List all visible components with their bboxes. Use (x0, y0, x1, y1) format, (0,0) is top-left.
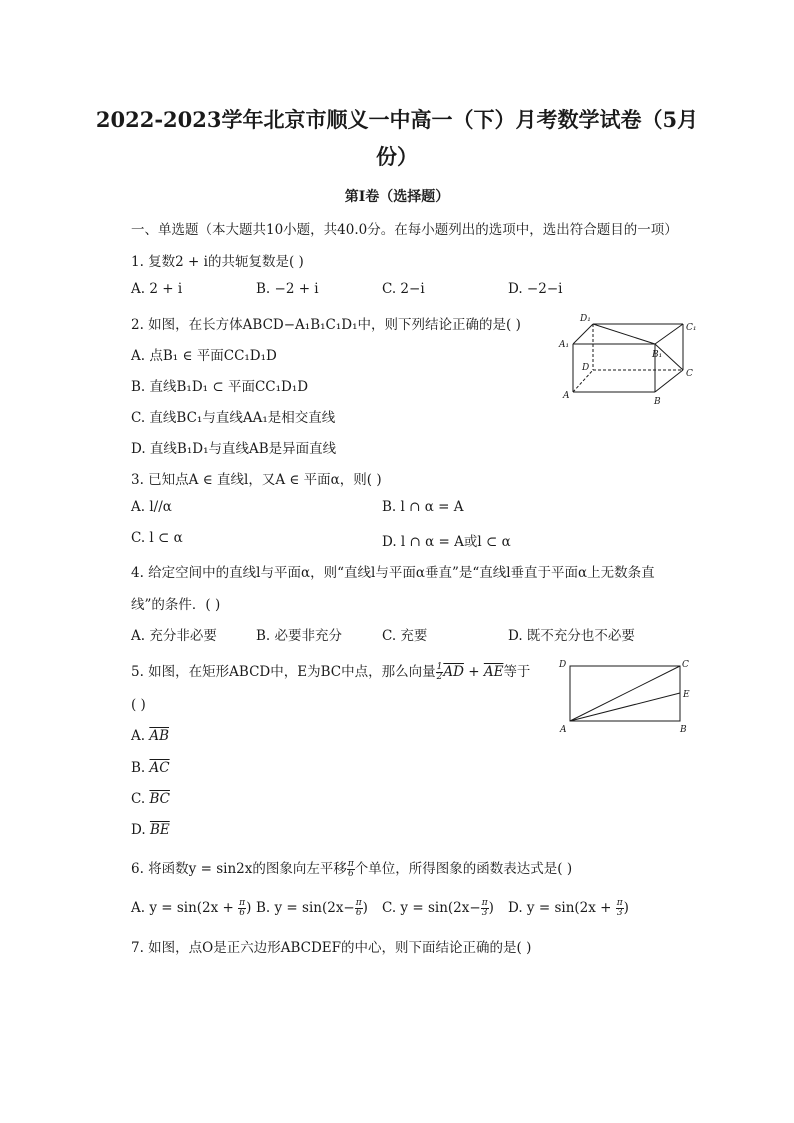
q3-option-b: B. l ∩ α = A (382, 499, 464, 515)
q6-d-expr: D. y = sin(2x + (508, 900, 616, 916)
q2-stem: 2. 如图，在长方体ABCD−A₁B₁C₁D₁中，则下列结论正确的是( ) (131, 317, 521, 333)
q6-b-expr: B. y = sin(2x− (256, 900, 355, 916)
q5-option-a (131, 728, 169, 744)
q6-stem-post: 个单位，所得图象的函数表达式是( ) (354, 861, 573, 877)
close-paren: ) (246, 900, 252, 916)
fraction-pi-6 (347, 860, 355, 879)
q6-option-d (508, 899, 629, 918)
q5-d-prefix: D. (131, 822, 150, 838)
fraction-pi-3 (481, 899, 489, 918)
label-d1: D₁ (580, 314, 591, 324)
part-heading: 第I卷（选择题） (344, 189, 450, 205)
q5-stem (131, 660, 530, 682)
q5-b-prefix: B. (131, 760, 150, 776)
q5-option-c (131, 791, 170, 807)
label-a: A (560, 725, 567, 735)
label-c1: C₁ (686, 323, 697, 333)
q4-stem-line-1: 4. 给定空间中的直线l与平面α，则“直线l与平面α垂直”是“直线l垂直于平面α上无数条直 (131, 565, 655, 581)
q3-option-d: D. l ∩ α = A或l ⊂ α (382, 534, 511, 550)
label-d: D (559, 660, 567, 670)
fraction-num: π (481, 898, 488, 908)
fraction-pi-6 (355, 899, 363, 918)
section-heading: 一、单选题（本大题共10小题，共40.0分。在每小题列出的选项中，选出符合题目的一项） (131, 222, 678, 238)
close-paren: ) (362, 900, 368, 916)
label-a1: A₁ (559, 340, 570, 350)
fraction-den: 6 (239, 908, 245, 918)
q6-option-c (382, 899, 494, 918)
vector-be: $\overline{BE}$ (149, 822, 170, 838)
q4-option-c: C. 充要 (382, 628, 428, 644)
label-a: A (563, 391, 570, 401)
label-c: C (682, 660, 689, 670)
q5-stem-post: 等于 (503, 664, 531, 680)
q6-option-b (256, 899, 368, 918)
q1-option-a: A. 2 + i (131, 281, 183, 297)
fraction-pi-6 (238, 899, 246, 918)
cuboid-figure (555, 312, 700, 407)
vector-bc: $\overline{BC}$ (149, 791, 170, 807)
plus-sign: + (463, 664, 484, 680)
q4-option-a: A. 充分非必要 (131, 628, 217, 644)
label-b1: B₁ (652, 350, 663, 360)
q2-option-c: C. 直线BC₁与直线AA₁是相交直线 (131, 410, 336, 426)
q1-option-d: D. −2−i (508, 281, 563, 297)
rectangle-figure (555, 655, 700, 737)
q5-c-prefix: C. (131, 791, 150, 807)
q5-paren: ( ) (131, 697, 146, 713)
close-paren: ) (488, 900, 494, 916)
label-b: B (654, 397, 661, 407)
vector-ae: $\overline{AE}$ (483, 664, 504, 680)
q5-option-d (131, 822, 170, 838)
q4-stem-line-2: 线”的条件．( ) (131, 597, 221, 613)
q5-stem-pre: 5. 如图，在矩形ABCD中，E为BC中点，那么向量 (131, 664, 436, 680)
q4-option-b: B. 必要非充分 (256, 628, 343, 644)
q3-stem: 3. 已知点A ∈ 直线l，又A ∈ 平面α，则( ) (131, 472, 382, 488)
label-b: B (680, 725, 687, 735)
fraction-pi-3 (616, 899, 624, 918)
q5-option-b (131, 760, 170, 776)
fraction-num: π (347, 859, 354, 869)
vector-ad: $\overline{AD}$ (443, 664, 464, 680)
fraction-den: 2 (436, 672, 443, 682)
q1-stem: 1. 复数2 + i的共轭复数是( ) (131, 254, 304, 270)
q1-option-c: C. 2−i (382, 281, 425, 297)
fraction-den: 6 (347, 869, 354, 879)
fraction-den: 3 (481, 908, 488, 918)
close-paren: ) (623, 900, 629, 916)
title-line-2: 份） (376, 144, 418, 169)
fraction-den: 3 (616, 908, 623, 918)
vector-ac: $\overline{AC}$ (149, 760, 170, 776)
fraction-num: π (616, 898, 623, 908)
q4-option-d: D. 既不充分也不必要 (508, 628, 635, 644)
q6-stem (131, 857, 572, 879)
q2-option-d: D. 直线B₁D₁与直线AB是异面直线 (131, 441, 337, 457)
fraction-num: π (239, 898, 246, 908)
q2-option-a: A. 点B₁ ∈ 平面CC₁D₁D (131, 348, 277, 364)
q2-option-b: B. 直线B₁D₁ ⊂ 平面CC₁D₁D (131, 379, 309, 395)
q3-option-c: C. l ⊂ α (131, 530, 183, 546)
label-e: E (683, 690, 690, 700)
q1-option-b: B. −2 + i (256, 281, 319, 297)
q6-c-expr: C. y = sin(2x− (382, 900, 481, 916)
fraction-num: 1 (436, 662, 443, 672)
q5-a-prefix: A. (131, 728, 150, 744)
label-d: D (582, 363, 590, 373)
vector-ab: $\overline{AB}$ (149, 728, 170, 744)
q6-a-expr: A. y = sin(2x + (131, 900, 239, 916)
q7-stem: 7. 如图，点O是正六边形ABCDEF的中心，则下面结论正确的是( ) (131, 940, 532, 956)
q6-stem-pre: 6. 将函数y = sin2x的图象向左平移 (131, 861, 347, 877)
fraction-num: π (355, 898, 362, 908)
q3-option-a: A. l//α (131, 499, 172, 515)
title-line-1: 2022-2023学年北京市顺义一中高一（下）月考数学试卷（5月 (95, 107, 699, 132)
label-c: C (686, 369, 693, 379)
fraction-den: 6 (355, 908, 362, 918)
q6-option-a (131, 899, 251, 918)
